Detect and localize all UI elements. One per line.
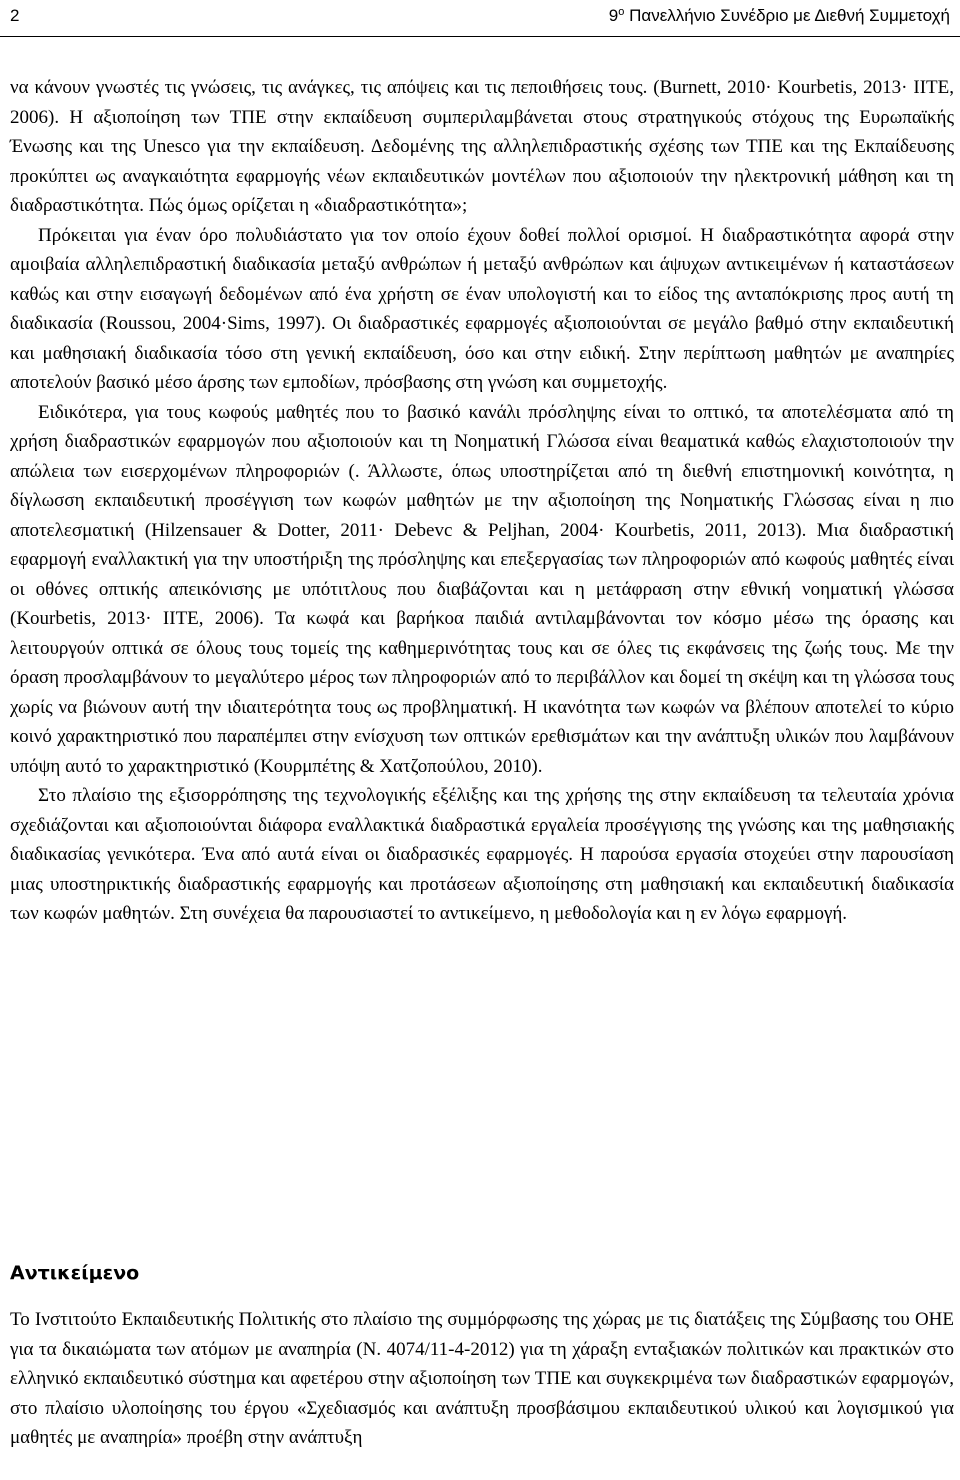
conference-ordinal: 9 <box>608 6 619 25</box>
conference-title-text: Πανελλήνιο Συνέδριο με Διεθνή Συμμετοχή <box>624 6 950 25</box>
running-header <box>0 0 960 37</box>
section-text <box>10 1305 954 1453</box>
body-paragraph: Το Ινστιτούτο Εκπαιδευτικής Πολιτικής στο πλαίσιο της συμμόρφωσης της χώρας με τις διατάξεις της Σύμβασης του ΟΗΕ για τα δικαιώματα των ατόμων με αναπηρία (Ν. 4074/11-4-2012) για τη χάραξη ενταξιακών πολιτικών και πρακτικών στο ελληνικό εκπαιδευτικό σύστημα και αφετέρου στην αξιοποίηση των ΤΠΕ και συγκεκριμένα των διαδραστικών εφαρμογών, στο πλαίσιο υλοποίησης του έργου «Σχεδιασμός και ανάπτυξη προσβάσιμου εκπαιδευτικού υλικού και λογισμικού για μαθητές με αναπηρία» προέβη στην ανάπτυξη <box>10 1309 954 1448</box>
section-heading: Αντικείμενο <box>10 1262 140 1284</box>
conference-title <box>609 6 950 26</box>
intro-text <box>10 73 954 929</box>
ordinal-superscript: ο <box>618 6 625 18</box>
body-paragraph: να κάνουν γνωστές τις γνώσεις, τις ανάγκες, τις απόψεις και τις πεποιθήσεις τους. (Burnett, 2010· Kourbetis, 2013· ΙΙΤΕ, 2006). Η αξιοποίηση των ΤΠΕ στην εκπαίδευση συμπεριλαμβάνεται στους στρατηγικούς στόχους της Ευρωπαϊκής Ένωσης και της Unesco για την εκπαίδευση. Δεδομένης της αλληλεπιδραστικής σχέσης των ΤΠΕ και της Εκπαίδευσης προκύπτει ως αναγκαιότητα εφαρμογής νέων εκπαιδευτικών μοντέλων που αξιοποιούν την ηλεκτρονική μάθηση και τη διαδραστικότητα. Πώς όμως ορίζεται η «διαδραστικότητα»; <box>10 77 954 216</box>
body-paragraph: Πρόκειται για έναν όρο πολυδιάστατο για τον οποίο έχουν δοθεί πολλοί ορισμοί. Η διαδραστικότητα αφορά στην αμοιβαία αλληλεπιδραστική διαδικασία μεταξύ ανθρώπων ή μεταξύ ανθρώπων και άψυχων αντικειμένων ή καταστάσεων καθώς και στην εισαγωγή δεδομένων από ένα χρήστη σε έναν υπολογιστή και το είδος της ανταπόκρισης προς αυτή τη διαδικασία (Roussou, 2004·Sims, 1997). Οι διαδραστικές εφαρμογές αξιοποιούνται σε μεγάλο βαθμό στην εκπαιδευτική και μαθησιακή διαδικασία τόσο στη γενική εκπαίδευση, όσο και στην ειδική. Στην περίπτωση μαθητών με αναπηρίες αποτελούν βασικό μέσο άρσης των εμποδίων, πρόσβασης στη γνώση και συμμετοχής. <box>10 224 954 393</box>
body-paragraph: Ειδικότερα, για τους κωφούς μαθητές που το βασικό κανάλι πρόσληψης είναι το οπτικό, τα αποτελέσματα από τη χρήση διαδραστικών εφαρμογών που αξιοποιούν και τη Νοηματική Γλώσσα είναι θεαματικά καθώς ελαχιστοποιούν την απώλεια των εισερχομένων πληροφοριών (. Άλλωστε, όπως υποστηρίζεται από τη διεθνή επιστημονική κοινότητα, η δίγλωσση εκπαιδευτική προσέγγιση των κωφών μαθητών με την αξιοποίηση της Νοηματικής Γλώσσας είναι η πιο αποτελεσματική (Hilzensauer & Dotter, 2011· Debevc & Peljhan, 2004· Kourbetis, 2011, 2013). Μια διαδραστική εφαρμογή εναλλακτική για την υποστήριξη της πρόσληψης και επεξεργασίας των πληροφοριών από κωφούς μαθητές είναι οι οθόνες οπτικής απεικόνισης με υπότιτλους που διαβάζονται και η μετάφραση στην εθνική νοηματική γλώσσα (Kourbetis, 2013· ΙΙΤΕ, 2006). Τα κωφά και βαρήκοα παιδιά αντιλαμβάνονται τον κόσμο μέσω της όρασης και λειτουργούν οπτικά σε όλους τους τομείς της καθημερινότητας τους και σε όλες τις εκφάνσεις της ζωής τους. Με την όραση προσλαμβάνουν το μεγαλύτερο μέρος των πληροφοριών από το περιβάλλον και δομεί τη σκέψη και τη γλώσσα τους χωρίς να βιώνουν αυτή την ιδιαιτερότητα τους ως προβληματική. Η ικανότητα των κωφών να βλέπουν αποτελεί το κύριο κοινό χαρακτηριστικό που παραπέμπει στην ενίσχυση των οπτικών ερεθισμάτων και την ανάπτυξη υλικών που λαμβάνουν υπόψη αυτό το χαρακτηριστικό (Κουρμπέτης & Χατζοπούλου, 2010). <box>10 401 954 777</box>
body-paragraph: Στο πλαίσιο της εξισορρόπησης της τεχνολογικής εξέλιξης και της χρήσης της στην εκπαίδευση τα τελευταία χρόνια σχεδιάζονται και αξιοποιούνται διάφορα εναλλακτικά διαδραστικά εργαλεία προσέγγισης της γνώσης και της μαθησιακής διαδικασίας γενικότερα. Ένα από αυτά είναι οι διαδρασικές εφαρμογές. Η παρούσα εργασία στοχεύει στην παρουσίαση μιας υποστηρικτικής διαδραστικής εφαρμογής και προτάσεων αξιοποίησης στη μαθησιακή και εκπαιδευτική διαδικασία των κωφών μαθητών. Στη συνέχεια θα παρουσιαστεί το αντικείμενο, η μεθοδολογία και η εν λόγω εφαρμογή. <box>10 785 954 924</box>
page-number: 2 <box>10 6 20 25</box>
